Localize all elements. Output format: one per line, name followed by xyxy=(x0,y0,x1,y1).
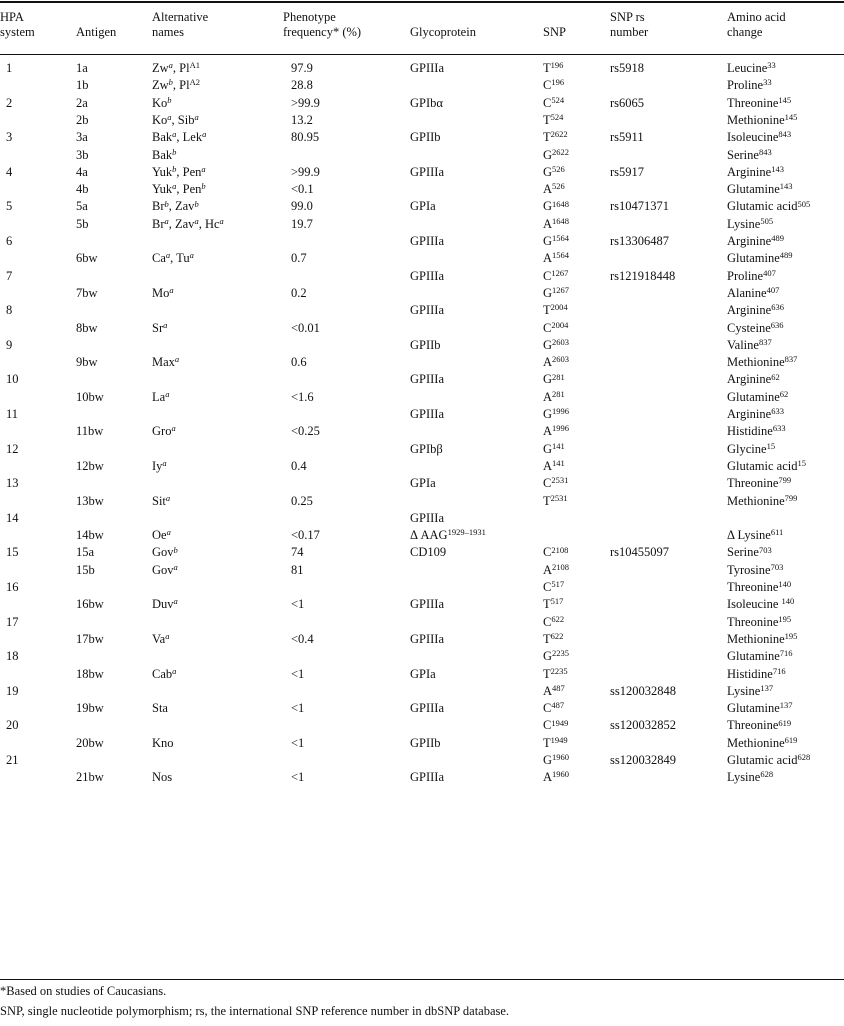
phenotype-frequency-cell: >99.9 xyxy=(291,164,320,179)
hpa-system-cell: 13 xyxy=(6,476,19,491)
snp-cell: $A^{526}$ xyxy=(543,181,565,197)
column-header-line: frequency* (%) xyxy=(283,25,362,39)
snp-cell: $G^{1648}$ xyxy=(543,198,570,214)
alternative-names-cell: Cab$^a$ xyxy=(152,665,177,681)
antigen-cell: 4b xyxy=(76,182,89,197)
glycoprotein-cell: GPIIIa xyxy=(410,510,445,525)
snp-cell: $C^{2531}$ xyxy=(543,475,569,491)
alternative-names-cell: Mo$^a$ xyxy=(152,285,174,300)
antigen-cell: 15b xyxy=(76,562,95,577)
glycoprotein-cell: GPIIIa xyxy=(410,234,445,248)
amino-acid-change-cell: Proline$^{407}$ xyxy=(727,267,776,283)
antigen-cell: 17bw xyxy=(76,631,104,646)
hpa-system-cell: 15 xyxy=(6,545,19,560)
snp-cell: $C^{1949}$ xyxy=(543,717,569,733)
alternative-names-cell: Sr$^a$ xyxy=(152,319,168,335)
antigen-cell: 19bw xyxy=(76,701,104,716)
column-header-line: Glycoprotein xyxy=(410,25,476,39)
snp-cell: $C^{196}$ xyxy=(543,77,565,93)
phenotype-frequency-cell: <0.25 xyxy=(291,424,320,439)
glycoprotein-cell: GPIIIa xyxy=(410,61,445,75)
snp-cell: $T^{2004}$ xyxy=(543,302,568,318)
alternative-names-cell: Br$^b$, Zav$^b$ xyxy=(152,198,199,214)
phenotype-frequency-cell: <0.17 xyxy=(291,528,320,543)
glycoprotein-cell: GPIa xyxy=(410,666,436,681)
top-rule xyxy=(0,1,844,3)
snp-rs-number-cell: rs5918 xyxy=(610,61,645,75)
snp-rs-number-cell: rs121918448 xyxy=(610,268,676,283)
snp-rs-number-cell: rs10455097 xyxy=(610,545,670,560)
phenotype-frequency-cell: 19.7 xyxy=(291,216,313,231)
phenotype-frequency-cell: 28.8 xyxy=(291,78,313,93)
hpa-system-cell: 4 xyxy=(6,164,13,179)
alternative-names-cell: Zw$^a$, $Pl^{A1}$ xyxy=(152,60,200,75)
amino-acid-change-cell: Arginine$^{633}$ xyxy=(727,406,784,421)
bottom-rule xyxy=(0,979,844,980)
amino-acid-change-cell: Arginine$^{489}$ xyxy=(727,233,784,248)
antigen-cell: 6bw xyxy=(76,251,98,266)
glycoprotein-cell: GPIIb xyxy=(410,337,441,352)
amino-acid-change-cell: Glutamine$^{137}$ xyxy=(727,700,793,716)
antigen-cell: 3b xyxy=(76,147,89,162)
glycoprotein-cell: GPIIIa xyxy=(410,597,445,612)
antigen-cell: 20bw xyxy=(76,735,104,750)
amino-acid-change-cell: Tyrosine$^{703}$ xyxy=(727,561,784,577)
alternative-names-cell: Nos xyxy=(152,770,173,785)
snp-rs-number-cell: rs5911 xyxy=(610,130,644,145)
snp-cell: $G^{2622}$ xyxy=(543,146,570,162)
column-header-line: Antigen xyxy=(76,25,117,39)
phenotype-frequency-cell: 0.7 xyxy=(291,251,307,266)
glycoprotein-cell: GPIIIa xyxy=(410,303,445,318)
amino-acid-change-cell: Methionine$^{837}$ xyxy=(727,354,798,370)
phenotype-frequency-cell: 0.2 xyxy=(291,285,307,300)
amino-acid-change-cell: Arginine$^{62}$ xyxy=(727,371,780,387)
snp-cell: $G^{526}$ xyxy=(543,163,565,179)
glycoprotein-cell: GPIIIa xyxy=(410,701,445,716)
column-header-line: system xyxy=(0,25,35,39)
hpa-system-cell: 18 xyxy=(6,649,19,664)
column-header-line xyxy=(410,10,476,25)
amino-acid-change-cell: Methionine$^{619}$ xyxy=(727,734,798,750)
amino-acid-change-cell: Threonine$^{799}$ xyxy=(727,475,792,491)
alternative-names-cell: Yuk$^a$, Pen$^b$ xyxy=(152,181,206,197)
hpa-system-cell: 14 xyxy=(6,510,19,525)
glycoprotein-cell: GPIbβ xyxy=(410,441,443,456)
snp-cell: $G^{1267}$ xyxy=(543,285,570,300)
column-header-hpa-system xyxy=(0,10,35,40)
amino-acid-change-cell: Valine$^{837}$ xyxy=(727,336,772,352)
glycoprotein-cell: GPIIb xyxy=(410,130,441,145)
amino-acid-change-cell: Glutamic acid$^{628}$ xyxy=(727,752,811,767)
phenotype-frequency-cell: 99.0 xyxy=(291,199,313,214)
alternative-names-cell: Max$^a$ xyxy=(152,354,180,370)
alternative-names-cell: Oe$^a$ xyxy=(152,527,171,543)
alternative-names-cell: Ca$^a$, Tu$^a$ xyxy=(152,250,194,266)
alternative-names-cell: Ko$^b$ xyxy=(152,94,172,110)
alternative-names-cell: Ko$^a$, Sib$^a$ xyxy=(152,112,199,127)
phenotype-frequency-cell: <1 xyxy=(291,666,305,681)
antigen-cell: 11bw xyxy=(76,424,104,439)
glycoprotein-cell: GPIIb xyxy=(410,735,441,750)
amino-acid-change-cell: Lysine$^{137}$ xyxy=(727,682,774,698)
amino-acid-change-cell: Isoleucine $^{140}$ xyxy=(727,596,795,612)
column-header-line: Phenotype xyxy=(283,10,336,24)
snp-cell: $A^{1960}$ xyxy=(543,769,570,785)
footnote-caucasians: *Based on studies of Caucasians. xyxy=(0,984,167,998)
snp-cell: $A^{487}$ xyxy=(543,682,565,698)
snp-cell: $T^{1949}$ xyxy=(543,734,568,750)
snp-cell: $A^{141}$ xyxy=(543,458,565,473)
glycoprotein-cell: GPIIIa xyxy=(410,164,445,179)
amino-acid-change-cell: Isoleucine$^{843}$ xyxy=(727,129,792,145)
snp-cell: $A^{2108}$ xyxy=(543,561,570,577)
glycoprotein-cell: GPIIIa xyxy=(410,407,445,421)
hpa-system-cell: 12 xyxy=(6,441,19,456)
phenotype-frequency-cell: 80.95 xyxy=(291,130,320,145)
antigen-cell: 12bw xyxy=(76,458,104,473)
snp-cell: $C^{2004}$ xyxy=(543,319,569,335)
antigen-cell: 4a xyxy=(76,164,88,179)
snp-cell: $T^{524}$ xyxy=(543,112,564,127)
amino-acid-change-cell: Glutamine$^{489}$ xyxy=(727,250,793,266)
phenotype-frequency-cell: <1.6 xyxy=(291,389,314,404)
amino-acid-change-cell: Cysteine$^{636}$ xyxy=(727,319,784,335)
glycoprotein-cell: GPIIIa xyxy=(410,372,445,387)
hpa-system-cell: 8 xyxy=(6,303,13,318)
amino-acid-change-cell: Threonine$^{195}$ xyxy=(727,613,792,629)
snp-cell: $A^{2603}$ xyxy=(543,354,570,370)
snp-cell: $T^{517}$ xyxy=(543,596,564,612)
snp-cell: $T^{2622}$ xyxy=(543,129,568,145)
amino-acid-change-cell: Serine$^{843}$ xyxy=(727,146,772,162)
column-header-line: names xyxy=(152,25,184,39)
snp-cell: $G^{141}$ xyxy=(543,440,565,456)
footnote-abbreviations: SNP, single nucleotide polymorphism; rs, the international SNP reference number in dbSNP database. xyxy=(0,1004,510,1018)
snp-cell: $C^{487}$ xyxy=(543,700,565,716)
alternative-names-cell: Yuk$^b$, Pen$^a$ xyxy=(152,163,206,179)
amino-acid-change-cell: Glutamine$^{143}$ xyxy=(727,181,793,197)
amino-acid-change-cell: Leucine$^{33}$ xyxy=(727,60,776,75)
alternative-names-cell: Sit$^a$ xyxy=(152,492,171,508)
antigen-cell: 1b xyxy=(76,78,89,93)
phenotype-frequency-cell: <1 xyxy=(291,701,305,716)
hpa-system-cell: 20 xyxy=(6,718,19,733)
snp-cell: $T^{196}$ xyxy=(543,60,564,75)
phenotype-frequency-cell: <0.4 xyxy=(291,631,314,646)
phenotype-frequency-cell: <1 xyxy=(291,735,305,750)
column-header-line xyxy=(76,10,116,25)
antigen-cell: 2b xyxy=(76,112,89,127)
snp-cell: $G^{2235}$ xyxy=(543,648,570,664)
snp-rs-number-cell: rs6065 xyxy=(610,95,645,110)
glycoprotein-cell: GPIa xyxy=(410,199,436,214)
amino-acid-change-cell: Glutamine$^{62}$ xyxy=(727,388,789,404)
column-header-alternative-names xyxy=(152,10,208,40)
snp-rs-number-cell: rs5917 xyxy=(610,164,645,179)
snp-cell: $A^{1564}$ xyxy=(543,250,570,266)
amino-acid-change-cell: Alanine$^{407}$ xyxy=(727,285,780,300)
phenotype-frequency-cell: <1 xyxy=(291,770,305,785)
column-header-line xyxy=(543,10,566,25)
hpa-system-cell: 7 xyxy=(6,268,13,283)
amino-acid-change-cell: Serine$^{703}$ xyxy=(727,544,772,560)
amino-acid-change-cell: Glutamic acid$^{505}$ xyxy=(727,198,811,214)
phenotype-frequency-cell: >99.9 xyxy=(291,95,320,110)
snp-cell: $C^{1267}$ xyxy=(543,267,569,283)
alternative-names-cell: Sta xyxy=(152,701,168,716)
glycoprotein-cell: CD109 xyxy=(410,545,447,560)
alternative-names-cell: Kno xyxy=(152,735,174,750)
phenotype-frequency-cell: <0.01 xyxy=(291,320,320,335)
snp-rs-number-cell: rs13306487 xyxy=(610,234,670,248)
snp-cell: $A^{1996}$ xyxy=(543,423,570,439)
antigen-cell: 21bw xyxy=(76,770,104,785)
column-header-line: SNP rs xyxy=(610,10,645,24)
glycoprotein-cell: GPIIIa xyxy=(410,268,445,283)
hpa-system-cell: 2 xyxy=(6,95,13,110)
column-header-line: HPA xyxy=(0,10,24,24)
glycoprotein-cell: GPIIIa xyxy=(410,631,445,646)
phenotype-frequency-cell: 0.25 xyxy=(291,493,313,508)
antigen-cell: 1a xyxy=(76,61,88,75)
amino-acid-change-cell: Lysine$^{628}$ xyxy=(727,769,774,785)
glycoprotein-cell: GPIa xyxy=(410,476,436,491)
antigen-cell: 5a xyxy=(76,199,88,214)
phenotype-frequency-cell: 0.4 xyxy=(291,458,307,473)
alternative-names-cell: Zw$^b$, $Pl^{A2}$ xyxy=(152,77,200,93)
alternative-names-cell: Br$^a$, Zav$^a$, Hc$^a$ xyxy=(152,215,224,231)
amino-acid-change-cell: Arginine$^{143}$ xyxy=(727,163,784,179)
column-header-antigen xyxy=(76,10,116,40)
column-header-amino-acid-change xyxy=(727,10,786,40)
amino-acid-change-cell: Proline$^{33}$ xyxy=(727,77,772,93)
alternative-names-cell: Gro$^a$ xyxy=(152,423,176,439)
alternative-names-cell: Va$^a$ xyxy=(152,631,170,646)
amino-acid-change-cell: Methionine$^{195}$ xyxy=(727,631,798,646)
snp-cell: $G^{281}$ xyxy=(543,371,565,387)
glycoprotein-cell: GPIIIa xyxy=(410,770,445,785)
antigen-cell: 9bw xyxy=(76,355,98,370)
amino-acid-change-cell: Glutamic acid$^{15}$ xyxy=(727,458,806,473)
alternative-names-cell: Bak$^a$, Lek$^a$ xyxy=(152,129,207,145)
amino-acid-change-cell: Δ Lysine$^{611}$ xyxy=(727,527,784,543)
phenotype-frequency-cell: <0.1 xyxy=(291,182,314,197)
antigen-cell: 13bw xyxy=(76,493,104,508)
snp-rs-number-cell: rs10471371 xyxy=(610,199,670,214)
amino-acid-change-cell: Arginine$^{636}$ xyxy=(727,302,784,318)
amino-acid-change-cell: Lysine$^{505}$ xyxy=(727,215,774,231)
snp-rs-number-cell: ss120032852 xyxy=(610,718,676,733)
snp-cell: $G^{2603}$ xyxy=(543,336,570,352)
antigen-cell: 5b xyxy=(76,216,89,231)
alternative-names-cell: Bak$^b$ xyxy=(152,146,177,162)
snp-cell: $C^{622}$ xyxy=(543,613,565,629)
alternative-names-cell: Duv$^a$ xyxy=(152,596,178,612)
antigen-cell: 15a xyxy=(76,545,95,560)
snp-rs-number-cell: ss120032848 xyxy=(610,683,676,698)
phenotype-frequency-cell: 74 xyxy=(291,545,304,560)
phenotype-frequency-cell: 0.6 xyxy=(291,355,307,370)
column-header-line: Alternative xyxy=(152,10,209,24)
column-header-line: number xyxy=(610,25,649,39)
phenotype-frequency-cell: 97.9 xyxy=(291,61,313,75)
antigen-cell: 16bw xyxy=(76,597,104,612)
hpa-system-cell: 9 xyxy=(6,337,13,352)
hpa-system-cell: 10 xyxy=(6,372,19,387)
amino-acid-change-cell: Histidine$^{633}$ xyxy=(727,423,786,439)
snp-rs-number-cell: ss120032849 xyxy=(610,753,676,767)
snp-cell: $T^{2531}$ xyxy=(543,492,568,508)
snp-cell: $A^{1648}$ xyxy=(543,215,570,231)
amino-acid-change-cell: Methionine$^{799}$ xyxy=(727,492,798,508)
column-header-line: Amino acid xyxy=(727,10,786,24)
snp-cell: $G^{1564}$ xyxy=(543,233,570,248)
column-header-glycoprotein xyxy=(410,10,476,40)
column-header-line: change xyxy=(727,25,763,39)
alternative-names-cell: Iy$^a$ xyxy=(152,458,167,473)
snp-cell: $A^{281}$ xyxy=(543,388,565,404)
hpa-system-cell: 19 xyxy=(6,683,19,698)
amino-acid-change-cell: Threonine$^{140}$ xyxy=(727,579,792,594)
phenotype-frequency-cell: 13.2 xyxy=(291,112,313,127)
amino-acid-change-cell: Threonine$^{619}$ xyxy=(727,717,792,733)
column-header-phenotype-frequency xyxy=(283,10,361,40)
antigen-cell: 18bw xyxy=(76,666,104,681)
snp-cell: $T^{622}$ xyxy=(543,631,564,646)
amino-acid-change-cell: Glycine$^{15}$ xyxy=(727,440,776,456)
snp-cell: $C^{2108}$ xyxy=(543,544,569,560)
header-rule xyxy=(0,54,844,55)
amino-acid-change-cell: Methionine$^{145}$ xyxy=(727,112,798,127)
column-header-line: SNP xyxy=(543,25,566,39)
hpa-system-cell: 16 xyxy=(6,580,19,594)
snp-cell: $C^{517}$ xyxy=(543,579,565,594)
hpa-system-cell: 21 xyxy=(6,753,19,767)
column-header-snp xyxy=(543,10,566,40)
alternative-names-cell: Gov$^b$ xyxy=(152,544,178,560)
column-header-snp-rs-number xyxy=(610,10,648,40)
hpa-system-cell: 3 xyxy=(6,130,13,145)
snp-cell: $C^{524}$ xyxy=(543,94,565,110)
snp-cell: $T^{2235}$ xyxy=(543,665,568,681)
glycoprotein-cell: GPIbα xyxy=(410,95,443,110)
alternative-names-cell: Gov$^a$ xyxy=(152,561,178,577)
hpa-system-cell: 6 xyxy=(6,234,13,248)
antigen-cell: 8bw xyxy=(76,320,98,335)
hpa-system-cell: 11 xyxy=(6,407,19,421)
antigen-cell: 3a xyxy=(76,130,88,145)
snp-cell: $G^{1960}$ xyxy=(543,752,570,767)
antigen-cell: 7bw xyxy=(76,285,98,300)
phenotype-frequency-cell: <1 xyxy=(291,597,305,612)
hpa-system-cell: 17 xyxy=(6,614,19,629)
hpa-system-cell: 5 xyxy=(6,199,13,214)
antigen-cell: 14bw xyxy=(76,528,104,543)
amino-acid-change-cell: Threonine$^{145}$ xyxy=(727,94,792,110)
glycoprotein-cell: Δ $AAG^{1929-1931}$ xyxy=(410,527,486,543)
antigen-cell: 10bw xyxy=(76,389,104,404)
amino-acid-change-cell: Histidine$^{716}$ xyxy=(727,665,786,681)
amino-acid-change-cell: Glutamine$^{716}$ xyxy=(727,648,793,664)
hpa-system-cell: 1 xyxy=(6,61,13,75)
alternative-names-cell: La$^a$ xyxy=(152,388,170,404)
phenotype-frequency-cell: 81 xyxy=(291,562,304,577)
antigen-cell: 2a xyxy=(76,95,88,110)
snp-cell: $G^{1996}$ xyxy=(543,406,570,421)
